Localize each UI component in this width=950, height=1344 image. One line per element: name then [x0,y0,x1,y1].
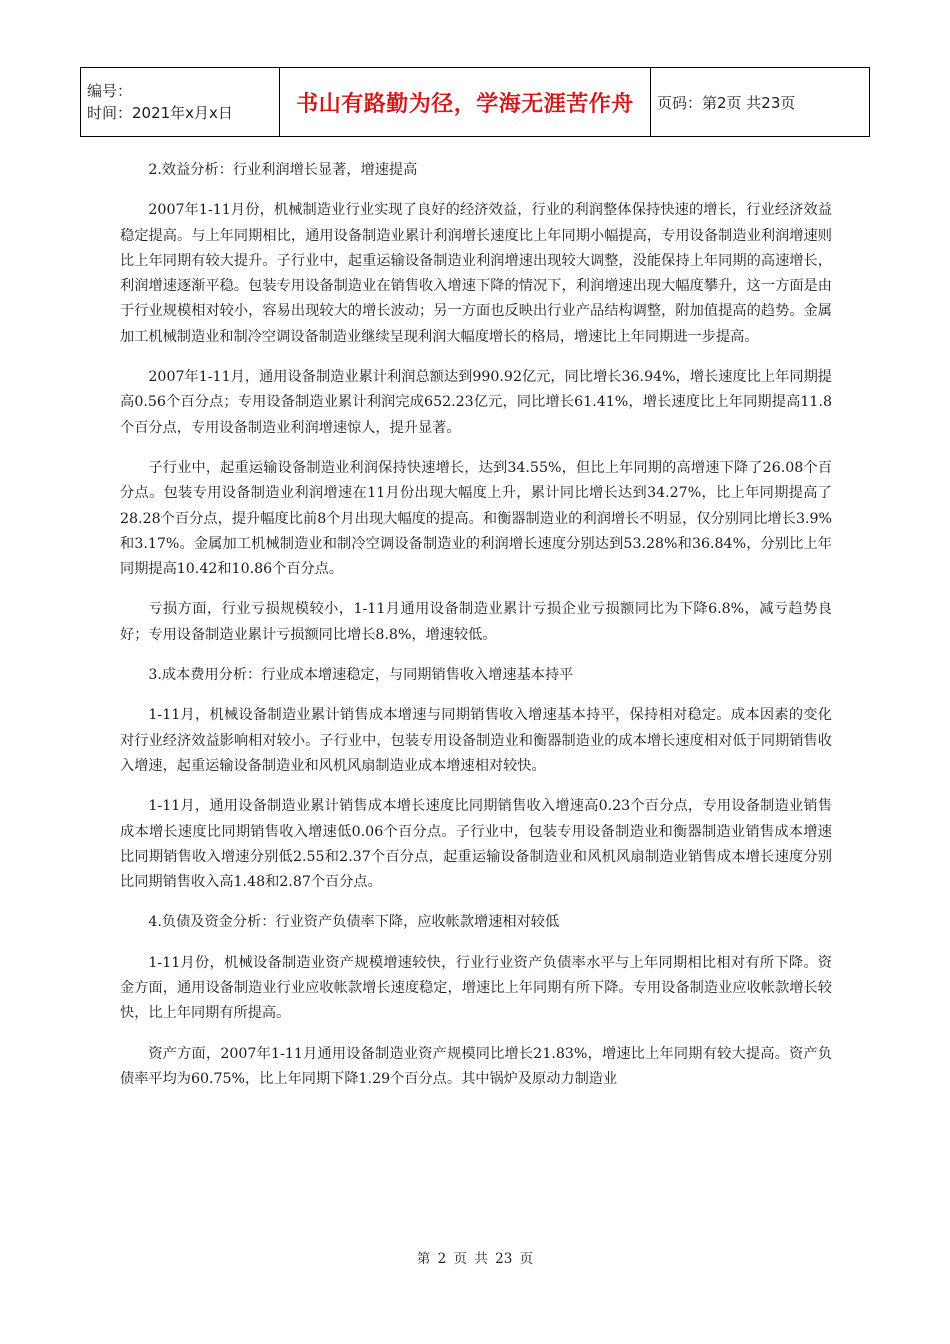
page-footer: 第 2 页 共 23 页 [416,1251,534,1267]
doc-number-label: 编号： [87,82,133,100]
body-paragraph: 1-11月，通用设备制造业累计销售成本增长速度比同期销售收入增速高0.23个百分点，专用设备制造业销售成本增长速度比同期销售收入增速低0.06个百分点。子行业中，包装专用设备制造业和衡器制造业销售成本增速比同期销售收入增速分别低2.55和2.37个百分点，起重运输设备制造业和风机风扇制造业销售成本增长速度分别比同期销售收入高1.48和2.87个百分点。 [120,798,832,891]
body-paragraph: 子行业中，起重运输设备制造业利润保持快速增长，达到34.55%，但比上年同期的高增速下降了26.08个百分点。包装专用设备制造业利润增速在11月份出现大幅度上升，累计同比增长达到34.27%，比上年同期提高了28.28个百分点，提升幅度比前8个月出现大幅度的提高。和衡器制造业的利润增长不明显，仅分别同比增长3.9%和3.17%。金属加工机械制造业和制冷空调设备制造业的利润增长速度分别达到53.28%和36.84%，分别比上年同期提高10.42和10.86个百分点。 [120,459,832,578]
body-paragraph: 1-11月，机械设备制造业累计销售成本增速与同期销售收入增速基本持平，保持相对稳定。成本因素的变化对行业经济效益影响相对较小。子行业中，包装专用设备制造业和衡器制造业的成本增长速度相对低于同期销售收入增速，起重运输设备制造业和风机风扇制造业成本增速相对较快。 [120,707,832,774]
body-paragraph: 2007年1-11月，通用设备制造业累计利润总额达到990.92亿元，同比增长36.94%，增长速度比上年同期提高0.56个百分点；专用设备制造业累计利润完成652.23亿元，同比增长61.41%，增长速度比上年同期提高11.8个百分点，专用设备制造业利润增速惊人，提升显著。 [120,369,832,436]
document-body [120,158,832,1107]
header-page-info: 页码：第2页 共23页 [651,68,870,137]
doc-time-label: 时间：2021年x月x日 [87,104,233,122]
section-heading: 2.效益分析：行业利润增长显著，增速提高 [148,162,418,178]
header-table [80,67,870,137]
body-paragraph: 2007年1-11月份，机械制造业行业实现了良好的经济效益，行业的利润整体保持快速的增长，行业经济效益稳定提高。与上年同期相比，通用设备制造业累计利润增长速度比上年同期小幅提高，专用设备制造业利润增速则比上年同期有较大提升。子行业中，起重运输设备制造业利润增速出现较大调整，没能保持上年同期的高速增长，利润增速逐渐平稳。包装专用设备制造业在销售收入增速下降的情况下，利润增速出现大幅度攀升，这一方面是由于行业规模相对较小，容易出现较大的增长波动；另一方面也反映出行业产品结构调整，附加值提高的趋势。金属加工机械制造业和制冷空调设备制造业继续呈现利润大幅度增长的格局，增速比上年同期进一步提高。 [120,202,832,345]
section-heading: 4.负债及资金分析：行业资产负债率下降，应收帐款增速相对较低 [148,914,560,931]
body-paragraph: 亏损方面，行业亏损规模较小，1-11月通用设备制造业累计亏损企业亏损额同比为下降6.8%，减亏趋势良好；专用设备制造业累计亏损额同比增长8.8%，增速较低。 [120,601,832,643]
body-paragraph: 1-11月份，机械设备制造业资产规模增速较快，行业行业资产负债率水平与上年同期相比相对有所下降。资金方面，通用设备制造业行业应收帐款增长速度稳定，增速比上年同期有所下降。专用设备制造业应收帐款增长较快，比上年同期有所提高。 [120,954,832,1022]
section-heading: 3.成本费用分析：行业成本增速稳定，与同期销售收入增速基本持平 [148,667,574,684]
header-motto: 书山有路勤为径，学海无涯苦作舟 [280,68,651,137]
body-paragraph: 资产方面，2007年1-11月通用设备制造业资产规模同比增长21.83%，增速比上年同期有较大提高。资产负债率平均为60.75%，比上年同期下降1.29个百分点。其中锅炉及原动力制造业 [120,1045,832,1087]
header-meta-cell [81,68,280,137]
